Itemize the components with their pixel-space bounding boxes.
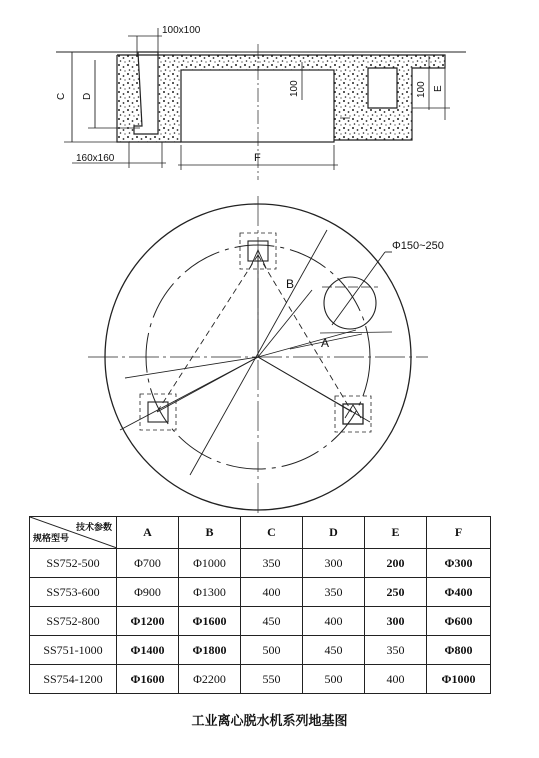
cell-d: 300: [303, 549, 365, 578]
dim-label-100-mid: 100: [289, 80, 300, 97]
pipe-diameter-label: Φ150~250: [392, 240, 444, 252]
table-row: [30, 549, 491, 578]
dim-label-100-right: 100: [416, 81, 427, 98]
cell-c: 400: [241, 578, 303, 607]
cell-c: 350: [241, 549, 303, 578]
cell-f: Φ300: [427, 549, 491, 578]
model-cell: SS752-500: [30, 549, 117, 578]
header-f: F: [427, 517, 491, 549]
dim-label-a: A: [321, 336, 330, 350]
dim-label-bottom-left: 160x160: [76, 153, 115, 164]
model-cell: SS753-600: [30, 578, 117, 607]
figure-caption: 工业离心脱水机系列地基图: [191, 714, 348, 729]
cell-a: Φ1400: [117, 636, 179, 665]
table-row: [30, 578, 491, 607]
drain-pipe-circle: [324, 277, 376, 329]
dim-label-e: E: [433, 85, 444, 92]
cell-e: 300: [365, 607, 427, 636]
cell-d: 450: [303, 636, 365, 665]
cell-a: Φ900: [117, 578, 179, 607]
cell-a: Φ1600: [117, 665, 179, 694]
plan-labels: [286, 240, 444, 350]
table-row: [30, 636, 491, 665]
cell-f: Φ1000: [427, 665, 491, 694]
right-bolt-pocket: [368, 68, 397, 108]
cell-c: 550: [241, 665, 303, 694]
cell-d: 400: [303, 607, 365, 636]
cell-e: 200: [365, 549, 427, 578]
cell-c: 500: [241, 636, 303, 665]
cell-b: Φ1800: [179, 636, 241, 665]
table-row: [30, 607, 491, 636]
header-a: A: [117, 517, 179, 549]
cell-e: 400: [365, 665, 427, 694]
model-cell: SS754-1200: [30, 665, 117, 694]
cell-f: Φ800: [427, 636, 491, 665]
cell-b: Φ2200: [179, 665, 241, 694]
cross-section-view: [56, 28, 466, 180]
header-c: C: [241, 517, 303, 549]
cell-a: Φ1200: [117, 607, 179, 636]
cell-c: 450: [241, 607, 303, 636]
header-d: D: [303, 517, 365, 549]
table-row: [30, 665, 491, 694]
cell-b: Φ1600: [179, 607, 241, 636]
right-bolt-hole: [343, 404, 363, 424]
corner-top-label: 技术参数: [75, 523, 112, 533]
central-pit: [181, 70, 334, 142]
dim-label-f: F: [254, 152, 261, 164]
model-cell: SS752-800: [30, 607, 117, 636]
dim-label-d: D: [82, 92, 93, 100]
spec-table: [29, 516, 491, 694]
header-e: E: [365, 517, 427, 549]
cell-d: 350: [303, 578, 365, 607]
table-corner-cell: [30, 517, 117, 549]
corner-bottom-label: 规格型号: [33, 534, 70, 544]
dim-label-c: C: [56, 92, 67, 100]
dim-label-top: 100x100: [162, 25, 201, 36]
cell-e: 350: [365, 636, 427, 665]
cell-a: Φ700: [117, 549, 179, 578]
cell-b: Φ1000: [179, 549, 241, 578]
model-cell: SS751-1000: [30, 636, 117, 665]
cell-b: Φ1300: [179, 578, 241, 607]
cell-d: 500: [303, 665, 365, 694]
cell-f: Φ400: [427, 578, 491, 607]
cell-e: 250: [365, 578, 427, 607]
plan-view: [88, 196, 428, 514]
cell-f: Φ600: [427, 607, 491, 636]
dim-label-b: B: [286, 277, 295, 291]
table-header-row: [30, 517, 491, 549]
header-b: B: [179, 517, 241, 549]
